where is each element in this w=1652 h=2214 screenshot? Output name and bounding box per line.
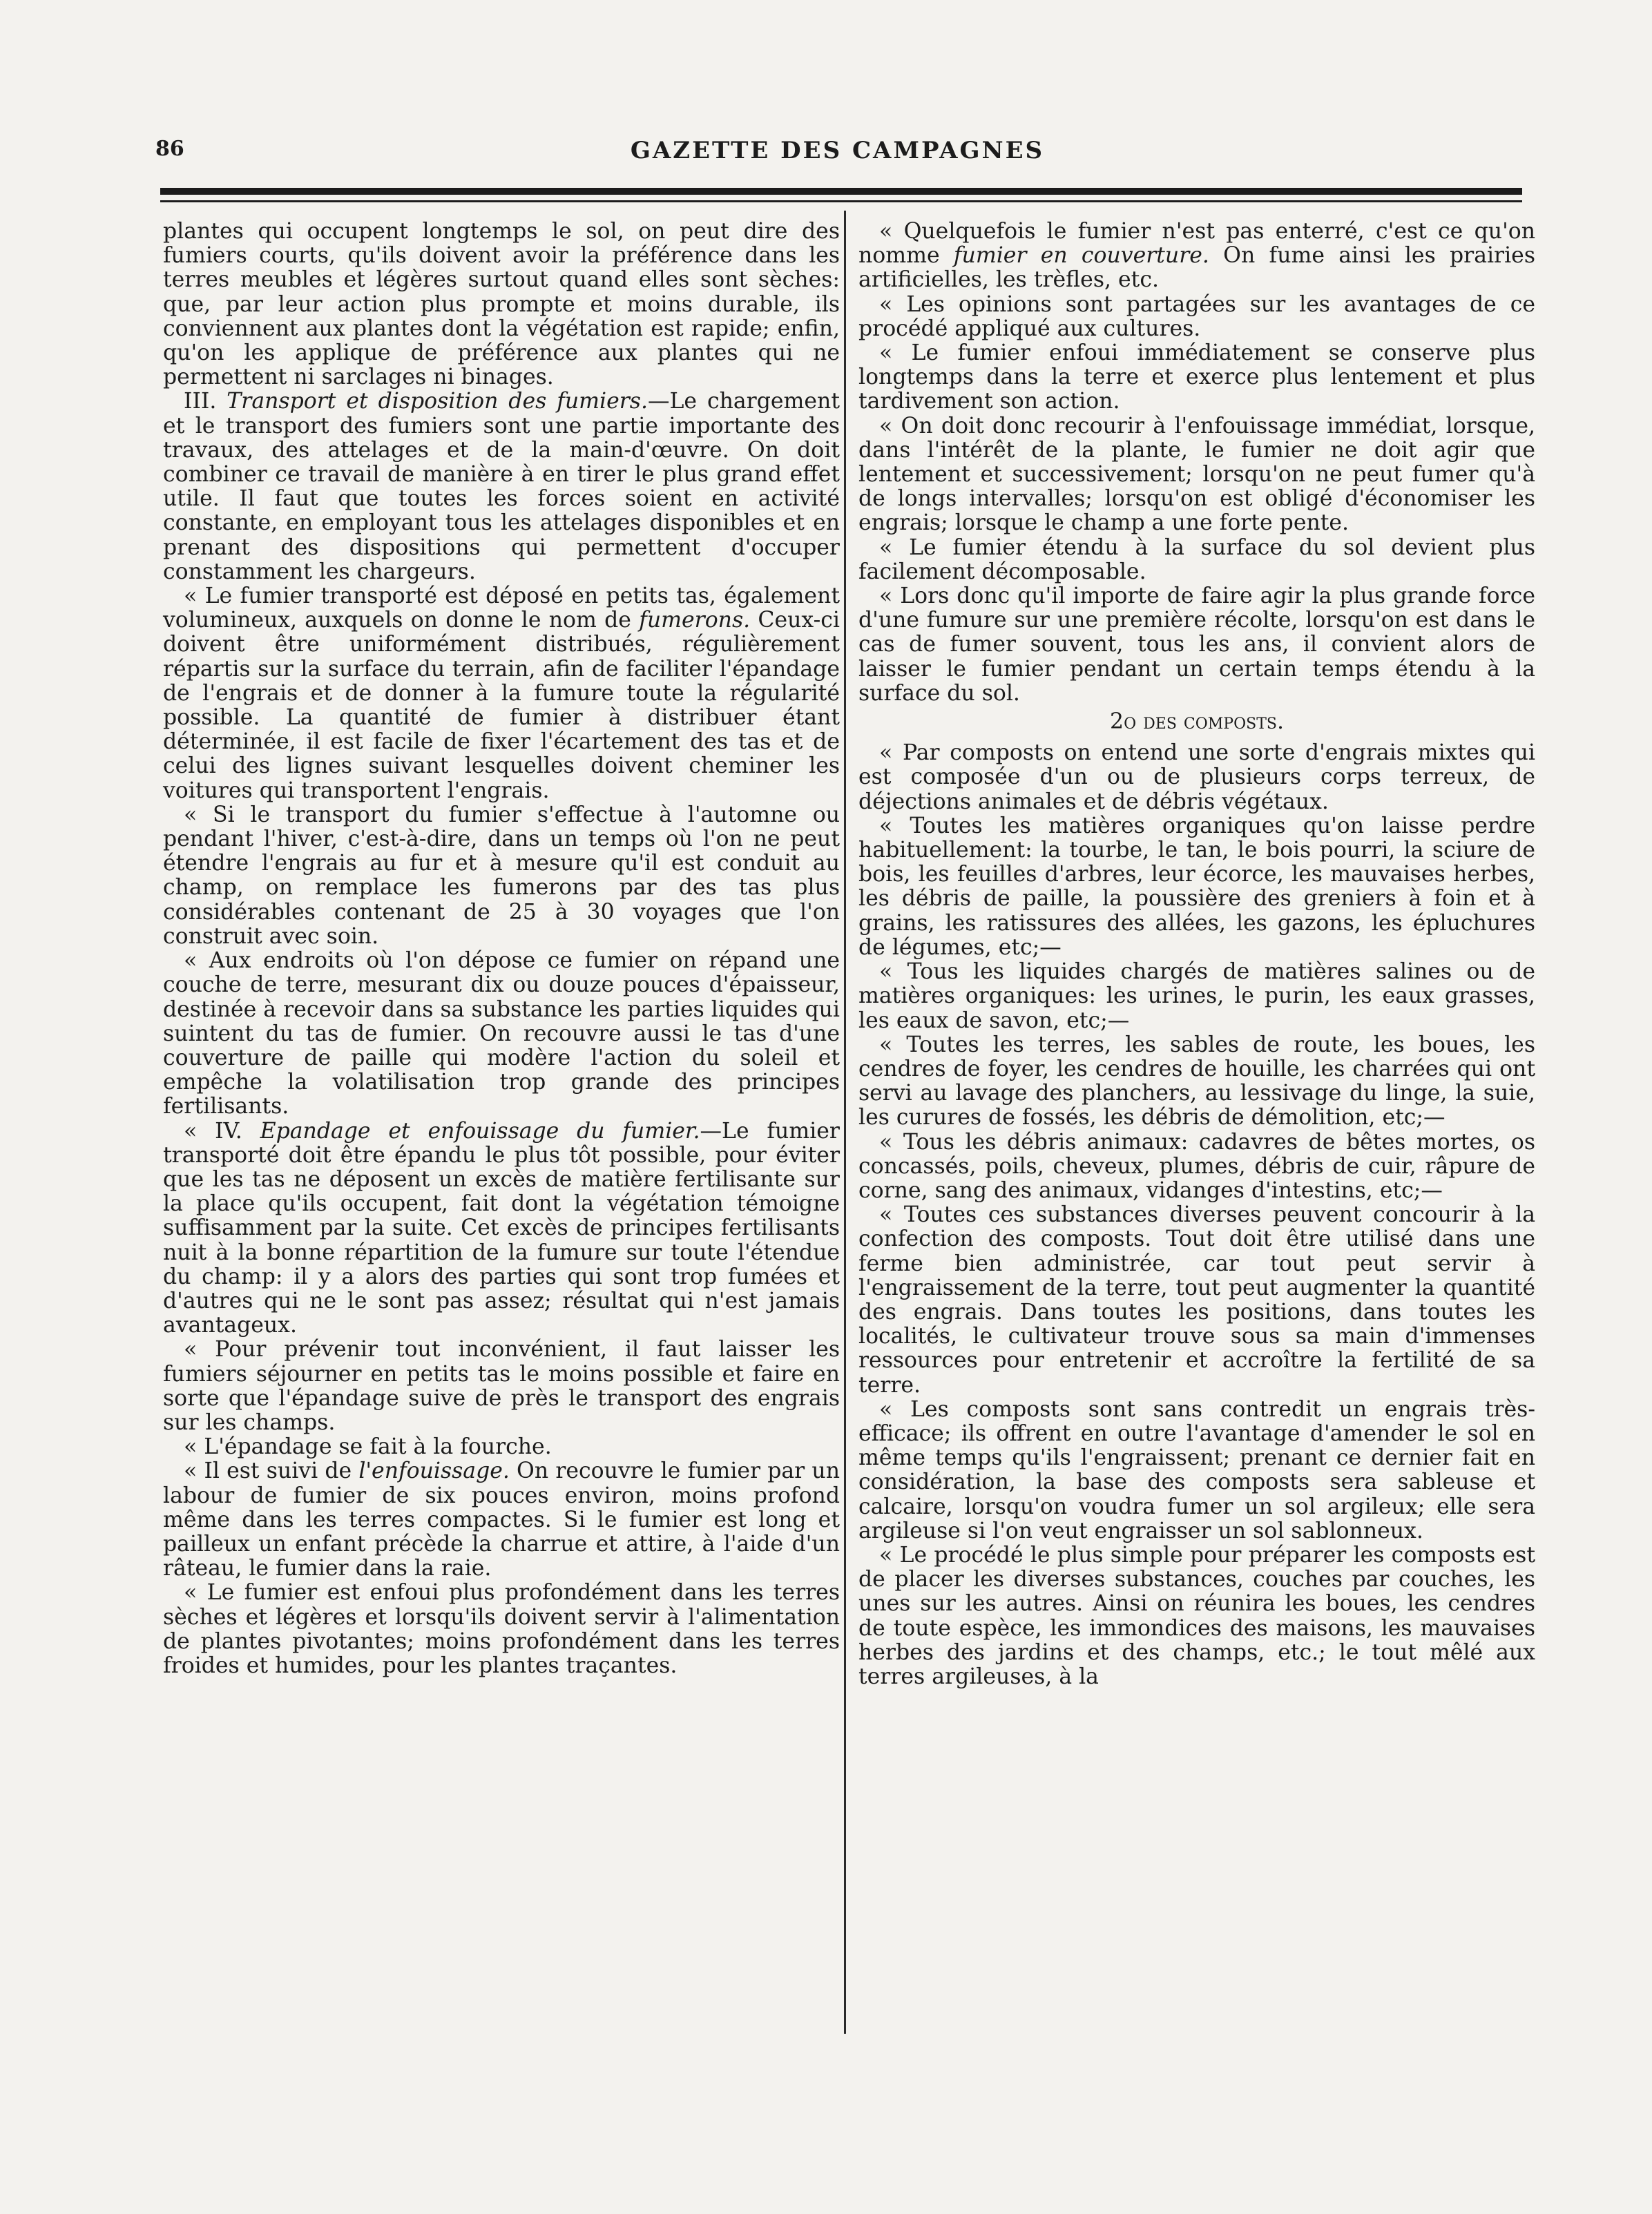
paragraph (163, 1459, 840, 1581)
paragraph-text: « Le fumier transporté est déposé en petits tas, également volumineux, auxquels on donne le nom de (163, 584, 840, 633)
paragraph-text: Ceux-ci doivent être uniformément distribués, régulièrement répartis sur la surface du terrain, afin de faciliter l'épandage de l'engrais et de donner à la fumure toute la régularité possible. La quantité de fumier à distribuer étant déterminée, il est facile de fixer l'écartement des tas et de celui des lignes suivant lesquelles doivent cheminer les voitures qui transportent l'engrais. (163, 608, 840, 803)
italic-term: fumier en couverture. (953, 243, 1209, 269)
page-number: 86 (155, 137, 184, 161)
section-number: III. (184, 389, 217, 414)
paragraph: « Les composts sont sans contredit un engrais très-efficace; ils offrent en outre l'avantage d'amender le sol en même temps qu'ils l'engraissent; prenant ce dernier fait en considération, la base des composts sera sableuse et calcaire, lorsqu'on voudra fumer un sol argileux; elle sera argileuse si l'on veut engraisser un sol sablonneux. (858, 1396, 1535, 1543)
paragraph: « Toutes ces substances diverses peuvent concourir à la confection des composts. Tout doit être utilisé dans une ferme bien administrée, car tout peut servir à l'engraissement de la terre, tout peut augmenter la quantité des engrais. Dans toutes les positions, dans toutes les localités, le cultivateur trouve sous sa main d'immenses ressources pour entretenir et accroître la fertilité de sa terre. (858, 1202, 1535, 1398)
paragraph: « Tous les débris animaux: cadavres de bêtes mortes, os concassés, poils, cheveux, plumes, débris de cuir, râpure de corne, sang des animaux, vidanges d'intestins, etc;— (858, 1129, 1535, 1203)
column-divider (844, 211, 846, 2034)
section-number: « IV. (184, 1118, 242, 1144)
paragraph: « Lors donc qu'il importe de faire agir la plus grande force d'une fumure sur une première récolte, lorsqu'on est dans le cas de fumer souvent, tous les ans, il convient alors de laisser le fumier pendant un certain temps étendu à la surface du sol. (858, 584, 1535, 706)
paragraph: « Le fumier étendu à la surface du sol devient plus facilement décomposable. (858, 535, 1535, 584)
section-heading: Epandage et enfouissage du fumier. (260, 1118, 700, 1144)
paragraph-text: —Le fumier transporté doit être épandu le plus tôt possible, pour éviter que les tas ne déposent un excès de matière fertilisante sur la place qu'ils occupent, fait dont la végétation témoigne suffisamment par la suite. Cet excès de principes fertilisants nuit à la bonne répartition de la fumure sur toute l'étendue du champ: il y a alors des parties qui sont trop fumées et d'autres qui ne le sont pas assez; résultat qui n'est jamais avantageux. (163, 1118, 840, 1338)
header-rule-thin (160, 200, 1522, 202)
header-rule-thick (160, 188, 1522, 195)
paragraph-text: —Le chargement et le transport des fumiers sont une partie importante des travaux, des attelages et de la main-d'œuvre. On doit combiner ce travail de manière à en tirer le plus grand effet utile. Il faut que toutes les forces soient en activité constante, en employant tous les attelages disponibles et en prenant des dispositions qui permettent d'occuper constamment les chargeurs. (163, 389, 840, 584)
paragraph: « L'épandage se fait à la fourche. (184, 1434, 552, 1460)
italic-term: l'enfouissage. (358, 1459, 510, 1484)
paragraph (163, 584, 840, 803)
section-title: 2o des composts. (1110, 709, 1284, 735)
paragraph-text: « Quelquefois le fumier n'est pas enterré, c'est ce qu'on nomme (858, 219, 1535, 269)
running-title: GAZETTE DES CAMPAGNES (630, 137, 1045, 164)
paragraph: « Pour prévenir tout inconvénient, il faut laisser les fumiers séjourner en petits tas le moins possible et faire en sorte que l'épandage suive de près le transport des engrais sur les champs. (163, 1337, 840, 1435)
paragraph: « Tous les liquides chargés de matières salines ou de matières organiques: les urines, le purin, les eaux grasses, les eaux de savon, etc;— (858, 959, 1535, 1033)
paragraph (858, 220, 1535, 293)
section-heading: Transport et disposition des fumiers. (227, 389, 648, 414)
paragraph: « Le fumier enfoui immédiatement se conserve plus longtemps dans la terre et exerce plus lentement et plus tardivement son action. (858, 340, 1535, 414)
paragraph-text: On recouvre le fumier par un labour de fumier de six pouces environ, moins profond même dans les terres compactes. Si le fumier est long et pailleux un enfant précède la charrue et attire, à l'aide d'un râteau, le fumier dans la raie. (163, 1459, 840, 1581)
paragraph: « Si le transport du fumier s'effectue à l'automne ou pendant l'hiver, c'est-à-dire, dans un temps où l'on ne peut étendre l'engrais au fur et à mesure qu'il est conduit au champ, on remplace les fumerons par des tas plus considérables contenant de 25 à 30 voyages que l'on construit avec soin. (163, 802, 840, 949)
paragraph: « Toutes les matières organiques qu'on laisse perdre habituellement: la tourbe, le tan, le bois pourri, la sciure de bois, les feuilles d'arbres, leur écorce, les mauvaises herbes, les débris de paille, la poussière des greniers à foin et à grains, les ratissures des allées, les gazons, les épluchures de légumes, etc;— (858, 813, 1535, 960)
left-column (163, 220, 840, 1678)
paragraph-text: On fume ainsi les prairies artificielles, les trèfles, etc. (858, 243, 1535, 293)
paragraph: « Le fumier est enfoui plus profondément dans les terres sèches et légères et lorsqu'ils doivent servir à l'alimentation de plantes pivotantes; moins profondément dans les terres froides et humides, pour les plantes traçantes. (163, 1580, 840, 1678)
paragraph-text: « Il est suivi de (184, 1459, 359, 1484)
paragraph (163, 389, 840, 584)
italic-term: fumerons. (639, 608, 751, 633)
paragraph (163, 1119, 840, 1338)
paragraph: « Par composts on entend une sorte d'engrais mixtes qui est composée d'un ou de plusieurs corps terreux, de déjections animales et de débris végétaux. (858, 740, 1535, 814)
paragraph: « Aux endroits où l'on dépose ce fumier on répand une couche de terre, mesurant dix ou douze pouces d'épaisseur, destinée à recevoir dans sa substance les parties liquides qui suintent du tas de fumier. On recouvre aussi le tas d'une couverture de paille qui modère l'action du soleil et empêche la volatilisation trop grande des principes fertilisants. (163, 948, 840, 1119)
paragraph: plantes qui occupent longtemps le sol, on peut dire des fumiers courts, qu'ils doivent avoir la préférence dans les terres meubles et légères surtout quand elles sont sèches: que, par leur action plus prompte et moins durable, ils conviennent aux plantes dont la végétation est rapide; enfin, qu'on les applique de préférence aux plantes qui ne permettent ni sarclages ni binages. (163, 219, 840, 390)
paragraph: « Le procédé le plus simple pour préparer les composts est de placer les diverses substances, couches par couches, les unes sur les autres. Ainsi on réunira les boues, les cendres de toute espèce, les immondices des maisons, les mauvaises herbes des jardins et des champs, etc.; le tout mêlé aux terres argileuses, à la (858, 1542, 1535, 1689)
right-column (858, 220, 1535, 1689)
paragraph: « On doit donc recourir à l'enfouissage immédiat, lorsque, dans l'intérêt de la plante, le fumier ne doit agir que lentement et successivement; lorsqu'on ne peut fumer qu'à de longs intervalles; lorsqu'on est obligé d'économiser les engrais; lorsque le champ a une forte pente. (858, 413, 1535, 536)
paragraph: « Toutes les terres, les sables de route, les boues, les cendres de foyer, les cendres de houille, les charrées qui ont servi au lavage des planchers, au lessivage du linge, la suie, les curures de fossés, les débris de démolition, etc;— (858, 1032, 1535, 1130)
page-header (155, 137, 1519, 171)
paragraph: « Les opinions sont partagées sur les avantages de ce procédé appliqué aux cultures. (858, 291, 1535, 341)
